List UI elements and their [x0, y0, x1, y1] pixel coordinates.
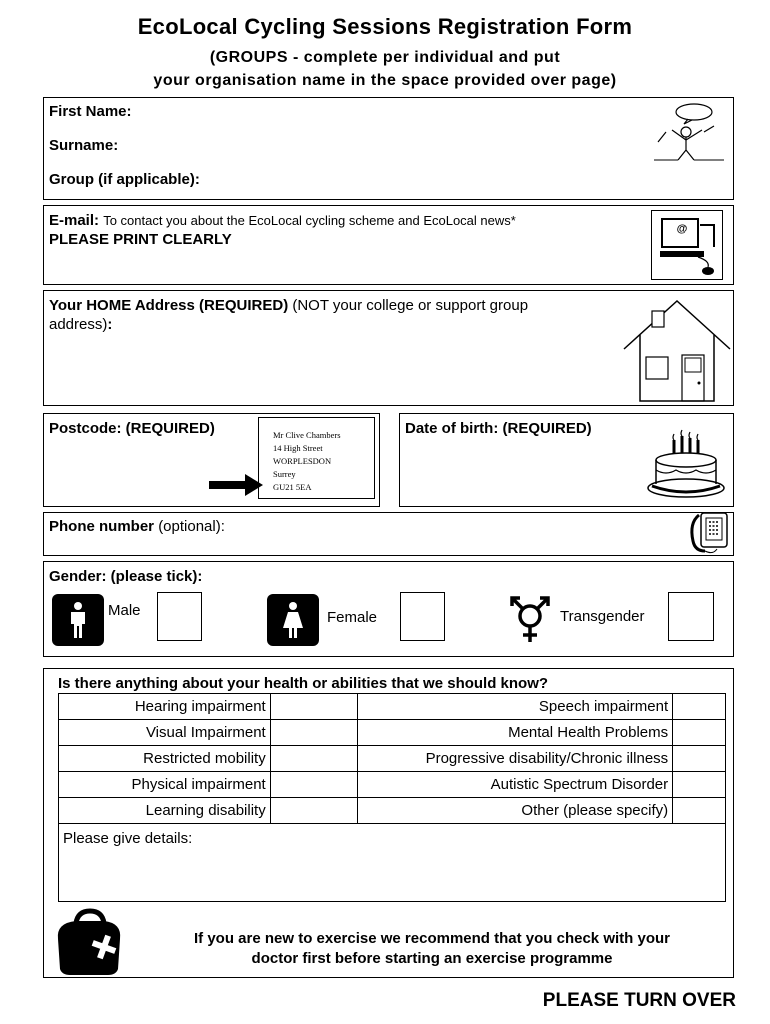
subtitle-line-2: your organisation name in the space provided over page) [153, 72, 617, 89]
health-item-label: Visual Impairment [59, 720, 271, 746]
health-item-label: Autistic Spectrum Disorder [358, 772, 673, 798]
details-field[interactable] [59, 824, 726, 902]
female-label: Female [327, 609, 378, 626]
health-item-label: Progressive disability/Chronic illness [358, 746, 673, 772]
birthday-cake-icon [646, 424, 726, 500]
health-checkbox-visual[interactable] [270, 720, 358, 746]
gender-section [43, 561, 734, 657]
postcode-section [43, 413, 380, 507]
example-street: 14 High Street [273, 443, 323, 453]
health-item-label: Hearing impairment [59, 694, 271, 720]
health-checkbox-physical[interactable] [270, 772, 358, 798]
exercise-advice-line-2: doctor first before starting an exercise programme [251, 950, 613, 967]
table-row [59, 720, 726, 746]
email-section [43, 205, 734, 285]
postcode-example-envelope [258, 417, 375, 499]
waving-person-icon [654, 102, 724, 162]
male-icon [52, 594, 104, 646]
male-tickbox[interactable] [157, 592, 202, 641]
health-checkbox-speech[interactable] [673, 694, 726, 720]
postcode-field[interactable]: Postcode: (REQUIRED) [49, 420, 215, 437]
exercise-advice-line-1: If you are new to exercise we recommend that you check with your [194, 930, 670, 947]
table-row [59, 772, 726, 798]
transgender-symbol-icon [506, 592, 554, 644]
health-checkbox-restricted-mobility[interactable] [270, 746, 358, 772]
table-row [59, 694, 726, 720]
details-row [59, 824, 726, 902]
health-item-label: Learning disability [59, 798, 271, 824]
dob-section [399, 413, 734, 507]
email-note: To contact you about the EcoLocal cycling scheme and EcoLocal news* [103, 213, 516, 228]
table-row [59, 746, 726, 772]
transgender-label: Transgender [560, 608, 645, 625]
health-checkbox-mental-health[interactable] [673, 720, 726, 746]
telephone-icon [687, 511, 729, 555]
health-question: Is there anything about your health or abilities that we should know? [58, 675, 549, 692]
male-label: Male [108, 602, 141, 619]
phone-number-field[interactable]: Phone number [49, 518, 155, 535]
address-note-line-1: (NOT your college or support group [292, 297, 529, 314]
house-icon [622, 297, 732, 403]
example-postcode: GU21 5EA [273, 482, 312, 492]
home-address-field[interactable]: Your HOME Address (REQUIRED) [49, 297, 289, 314]
example-town: WORPLESDON [273, 456, 332, 466]
health-checkbox-autistic[interactable] [673, 772, 726, 798]
health-item-label: Physical impairment [59, 772, 271, 798]
print-clearly-note: PLEASE PRINT CLEARLY [49, 231, 232, 248]
female-tickbox[interactable] [400, 592, 445, 641]
health-checkbox-progressive[interactable] [673, 746, 726, 772]
female-icon [267, 594, 319, 646]
health-checkbox-learning[interactable] [270, 798, 358, 824]
subtitle-line-1: (GROUPS - complete per individual and put [209, 49, 561, 66]
phone-optional-note: (optional): [158, 518, 225, 535]
table-row [59, 798, 726, 824]
personal-details-section [43, 97, 734, 200]
first-name-field[interactable]: First Name: [49, 103, 132, 120]
at-symbol: @ [676, 223, 688, 235]
please-turn-over: PLEASE TURN OVER [542, 990, 736, 1011]
medical-bag-icon [52, 909, 126, 977]
phone-section [43, 512, 734, 556]
health-item-label: Restricted mobility [59, 746, 271, 772]
transgender-tickbox[interactable] [668, 592, 714, 641]
details-label: Please give details: [63, 830, 193, 847]
email-field[interactable]: E-mail: [49, 212, 100, 229]
example-name: Mr Clive Chambers [273, 430, 341, 440]
page-title: EcoLocal Cycling Sessions Registration Form [137, 14, 633, 39]
arrow-right-icon [209, 474, 263, 496]
health-item-label: Mental Health Problems [358, 720, 673, 746]
surname-field[interactable]: Surname: [49, 137, 119, 154]
gender-label: Gender: (please tick): [49, 568, 203, 585]
address-section: Your HOME Address (REQUIRED) (NOT your college or support group address): [43, 290, 734, 406]
date-of-birth-field[interactable]: Date of birth: (REQUIRED) [405, 420, 592, 437]
example-county: Surrey [273, 469, 296, 479]
group-field[interactable]: Group (if applicable): [49, 171, 200, 188]
health-section [43, 668, 734, 978]
health-item-label: Speech impairment [358, 694, 673, 720]
address-note-line-2: address) [49, 316, 108, 333]
health-checkbox-other[interactable] [673, 798, 726, 824]
health-checkbox-hearing[interactable] [270, 694, 358, 720]
computer-icon [651, 210, 723, 280]
health-item-label: Other (please specify) [358, 798, 673, 824]
health-table [58, 693, 726, 902]
